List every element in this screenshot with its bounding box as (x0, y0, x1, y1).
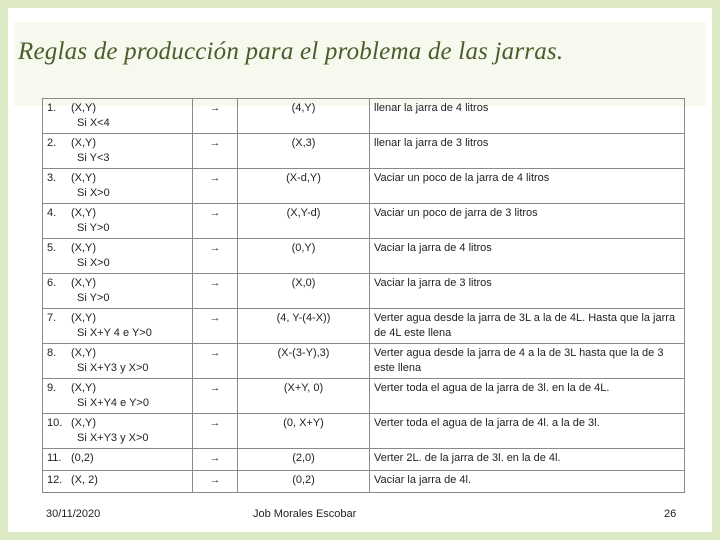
arrow-icon: → (193, 471, 238, 493)
rule-number: 9. (47, 382, 57, 394)
arrow-icon: → (193, 309, 238, 344)
rule-state: (X,Y) (71, 347, 97, 359)
table-row (43, 274, 685, 309)
rule-state: (X, 2) (71, 474, 98, 486)
rule-precondition: Si X>0 (77, 257, 110, 269)
rule-condition-cell (43, 309, 193, 344)
rule-state: (0,2) (71, 452, 94, 464)
arrow-icon: → (193, 344, 238, 379)
rule-condition-cell (43, 239, 193, 274)
rule-result: (X-d,Y) (238, 169, 370, 204)
rule-number: 1. (47, 102, 57, 114)
rule-condition-cell (43, 471, 193, 493)
rule-number: 12. (47, 474, 63, 486)
rule-condition-cell (43, 379, 193, 414)
rule-description: Verter agua desde la jarra de 3L a la de 4L. Hasta que la jarra de 4L este llena (370, 309, 685, 344)
footer-author: Job Morales Escobar (253, 508, 357, 520)
rule-precondition: Si X+Y3 y X>0 (77, 362, 149, 374)
rule-number: 2. (47, 137, 57, 149)
rule-result: (0,Y) (238, 239, 370, 274)
arrow-icon: → (193, 169, 238, 204)
rule-description: Vaciar un poco de jarra de 3 litros (370, 204, 685, 239)
rule-precondition: Si X+Y 4 e Y>0 (77, 327, 152, 339)
rule-number: 4. (47, 207, 57, 219)
rule-number: 6. (47, 277, 57, 289)
arrow-icon: → (193, 239, 238, 274)
rule-state: (X,Y) (71, 242, 97, 254)
page-number: 26 (664, 508, 677, 520)
rule-precondition: Si X>0 (77, 187, 110, 199)
rule-description: Verter 2L. de la jarra de 3l. en la de 4l. (370, 449, 685, 471)
rule-number: 5. (47, 242, 57, 254)
rule-result: (X-(3-Y),3) (238, 344, 370, 379)
rule-description: llenar la jarra de 4 litros (370, 99, 685, 134)
arrow-icon: → (193, 134, 238, 169)
footer-date: 30/11/2020 (46, 508, 101, 520)
rule-result: (X,Y-d) (238, 204, 370, 239)
rule-number: 10. (47, 417, 63, 429)
rule-description: Vaciar la jarra de 4l. (370, 471, 685, 493)
table-row (43, 471, 685, 493)
rule-description: Vaciar la jarra de 4 litros (370, 239, 685, 274)
table-row (43, 379, 685, 414)
rule-precondition: Si X+Y4 e Y>0 (77, 397, 149, 409)
rule-precondition: Si Y<3 (77, 152, 110, 164)
rule-state: (X,Y) (71, 312, 97, 324)
arrow-icon: → (193, 274, 238, 309)
rule-result: (4,Y) (238, 99, 370, 134)
arrow-icon: → (193, 379, 238, 414)
rule-state: (X,Y) (71, 172, 97, 184)
table-row (43, 239, 685, 274)
arrow-icon: → (193, 99, 238, 134)
rule-description: Verter toda el agua de la jarra de 4l. a la de 3l. (370, 414, 685, 449)
production-rules-table (42, 98, 685, 493)
rule-number: 11. (47, 452, 62, 464)
rule-result: (0,2) (238, 471, 370, 493)
rule-number: 7. (47, 312, 57, 324)
arrow-icon: → (193, 449, 238, 471)
table-row (43, 134, 685, 169)
rule-result: (0, X+Y) (238, 414, 370, 449)
table-row (43, 344, 685, 379)
table-row (43, 449, 685, 471)
rule-precondition: Si Y>0 (77, 292, 110, 304)
rule-result: (2,0) (238, 449, 370, 471)
rule-description: Vaciar un poco de la jarra de 4 litros (370, 169, 685, 204)
rule-description: Verter agua desde la jarra de 4 a la de 3L hasta que la de 3 este llena (370, 344, 685, 379)
rule-result: (X,3) (238, 134, 370, 169)
rule-condition-cell (43, 204, 193, 239)
rule-result: (4, Y-(4-X)) (238, 309, 370, 344)
slide-title: Reglas de producción para el problema de las jarras. (18, 38, 564, 65)
rule-state: (X,Y) (71, 207, 97, 219)
rule-description: llenar la jarra de 3 litros (370, 134, 685, 169)
arrow-icon: → (193, 204, 238, 239)
table-row (43, 169, 685, 204)
table-row (43, 414, 685, 449)
rule-condition-cell (43, 344, 193, 379)
rule-number: 3. (47, 172, 57, 184)
rule-result: (X,0) (238, 274, 370, 309)
rule-number: 8. (47, 347, 57, 359)
table-row (43, 99, 685, 134)
rule-state: (X,Y) (71, 417, 97, 429)
rule-condition-cell (43, 99, 193, 134)
rule-precondition: Si Y>0 (77, 222, 110, 234)
rule-precondition: Si X<4 (77, 117, 110, 129)
rule-condition-cell (43, 134, 193, 169)
rule-condition-cell (43, 274, 193, 309)
rule-condition-cell (43, 169, 193, 204)
rule-description: Vaciar la jarra de 3 litros (370, 274, 685, 309)
rule-state: (X,Y) (71, 277, 97, 289)
rule-state: (X,Y) (71, 102, 97, 114)
table-row (43, 309, 685, 344)
rule-condition-cell (43, 414, 193, 449)
rule-state: (X,Y) (71, 137, 97, 149)
rule-result: (X+Y, 0) (238, 379, 370, 414)
table-row (43, 204, 685, 239)
rule-state: (X,Y) (71, 382, 97, 394)
rule-precondition: Si X+Y3 y X>0 (77, 432, 149, 444)
rule-description: Verter toda el agua de la jarra de 3l. en la de 4L. (370, 379, 685, 414)
arrow-icon: → (193, 414, 238, 449)
rule-condition-cell (43, 449, 193, 471)
